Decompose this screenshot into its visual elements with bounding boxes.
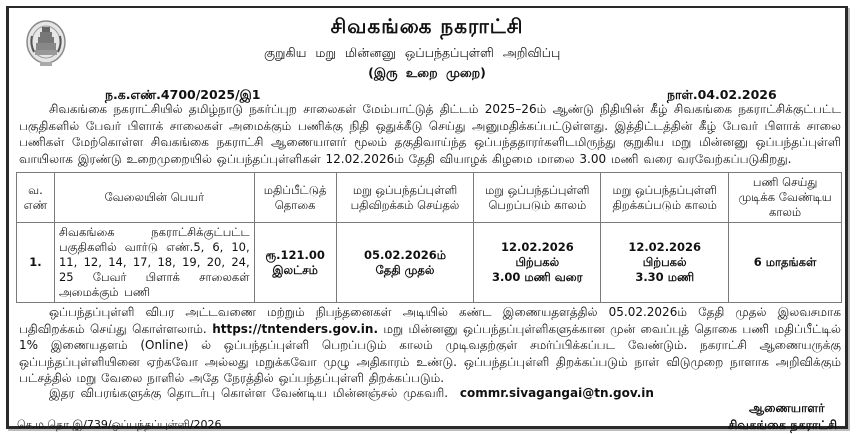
notice-subtitle: குறுகிய மறு மின்னனு ஒப்பந்தப்புள்ளி அறிவிப்பு xyxy=(264,45,561,60)
col-header-opening: மறு ஒப்பந்தப்புள்ளி திறக்கப்படும் காலம் xyxy=(601,173,729,223)
receipt-period: பிற்பகல் xyxy=(515,255,560,269)
notice-date: நாள்.04.02.2026 xyxy=(667,87,777,102)
tender-website-link[interactable]: https://tntenders.gov.in. xyxy=(212,321,378,336)
cell-completion: 6 மாதங்கள் xyxy=(729,223,842,303)
cell-receipt xyxy=(474,223,601,303)
notice-document xyxy=(6,6,848,432)
tender-method: (இரு உறை முறை) xyxy=(368,65,486,80)
col-header-completion: பணி செய்து முடிக்க வேண்டிய காலம் xyxy=(729,173,842,223)
contact-line xyxy=(49,386,654,402)
page-title: சிவகங்கை நகராட்சி xyxy=(330,14,524,38)
footer-reference: செ.ம.தொ.இ/739/ஒப்பந்தப்புள்ளி/2026 xyxy=(17,418,222,431)
contact-label: இதர விபரங்களுக்கு தொடர்பு கொள்ள வேண்டிய மின்னஞ்சல் முகவரி. xyxy=(49,386,449,400)
cell-estimate xyxy=(254,223,336,303)
signatory-office: சிவகங்கை நகராட்சி xyxy=(728,418,838,432)
opening-date: 12.02.2026 பிற்பகல் xyxy=(628,240,702,269)
estimate-amount: ரூ.121.00 xyxy=(265,247,325,262)
table-header-row xyxy=(17,173,842,223)
signatory-designation: ஆணையாளர் xyxy=(749,401,825,415)
estimate-unit: இலட்சம் xyxy=(272,262,318,277)
col-header-download: மறு ஒப்பந்தப்புள்ளி பதிவிறக்கம் செய்தல் xyxy=(336,173,474,223)
tender-table xyxy=(16,172,842,303)
col-header-sno: வ. எண் xyxy=(17,173,55,223)
cell-sno: 1. xyxy=(17,223,55,303)
terms-text-2: மறு மின்னனு ஒப்பந்தப்புள்ளிகளுக்கான முன் வைப்புத் தொகை பணி மதிப்பீட்டில் 1% இணையதளம் (Online) ல் ஒப்பந்தப்புள்ளி பெறப்படும் காலம் முடிவதற்குள் சமர்ப்பிக்கப்பட வேண்டும். நகராட்சி ஆணையருக்கு ஒப்பந்தப்புள்ளியினை ஏற்கவோ அல்லது மறுக்கவோ முழு அதிகாரம் உண்டு. ஒப்பந்தப்புள்ளி திறக்கப்படும் நாள் விடுமுறை நாளாக அறிவிக்கும் பட்சத்தில் மறு வேலை நாளில் அதே நேரத்தில் ஒப்பந்தப்புள்ளி திறக்கப்படும். xyxy=(19,321,841,385)
cell-download xyxy=(336,223,474,303)
reference-number: ந.க.எண்.4700/2025/இ1 xyxy=(105,87,261,102)
col-header-estimate: மதிப்பீட்டுத் தொகை xyxy=(254,173,336,223)
intro-paragraph xyxy=(19,101,841,167)
cell-work-name: சிவகங்கை நகராட்சிக்குட்பட்ட பகுதிகளில் வார்டு எண்.5, 6, 10, 11, 12, 14, 17, 18, 19, 20, 24, 25 பேவர் பிளாக் சாலைகள் அமைக்கும் பணி xyxy=(54,223,254,303)
receipt-date: 12.02.2026 xyxy=(500,240,574,254)
cell-opening xyxy=(601,223,729,303)
download-from: தேதி முதல் xyxy=(375,262,435,277)
contact-email-link[interactable]: commr.sivagangai@tn.gov.in xyxy=(459,386,654,400)
terms-text-1: ஒப்பந்தப்புள்ளி விபர அட்டவணை மற்றும் நிபந்தனைகள் அடியில் கண்ட இணையதளத்தில் 05.02.2026ம் தேதி முதல் இலவசமாக பதிவிறக்கம் செய்து கொள்ளலாம். xyxy=(19,305,841,336)
terms-paragraph xyxy=(19,304,841,387)
download-date: 05.02.2026ம் xyxy=(363,247,446,262)
col-header-work-name: வேலையின் பெயர் xyxy=(54,173,254,223)
receipt-time: 3.00 மணி வரை xyxy=(492,270,583,284)
table-row xyxy=(17,223,842,303)
col-header-receipt: மறு ஒப்பந்தப்புள்ளி பெறப்படும் காலம் xyxy=(474,173,601,223)
opening-time: 3.30 மணி xyxy=(635,270,695,284)
intro-text: சிவகங்கை நகராட்சியில் தமிழ்நாடு நகர்ப்புற சாலைகள் மேம்பாட்டுத் திட்டம் 2025–26ம் ஆண்டு நிதியின் கீழ் சிவகங்கை நகராட்சிக்குட்பட்ட பகுதிகளில் பேவர் பிளாக் சாலைகள் அமைக்கும் பணிக்கு நிதி ஒதுக்கீடு செய்து அனுமதிக்கப்பட்டுள்ளது. இத்திட்டத்தின் கீழ் பேவர் பிளாக் சாலை பணிகள் மேற்கொள்ள சிவகங்கை நகராட்சி ஆணையாளர் மூலம் தகுதிவாய்ந்த ஒப்பந்ததாரர்களிடமிருந்து குறுகிய மறு மின்னனு ஒப்பந்தப்புள்ளி வாயிலாக இரண்டு உறைமுறையில் ஒப்பந்தப்புள்ளிகள் 12.02.2026ம் தேதி வியாழக் கிழமை மாலை 3.00 மணி வரை வரவேற்கப்படுகிறது. xyxy=(19,102,841,166)
